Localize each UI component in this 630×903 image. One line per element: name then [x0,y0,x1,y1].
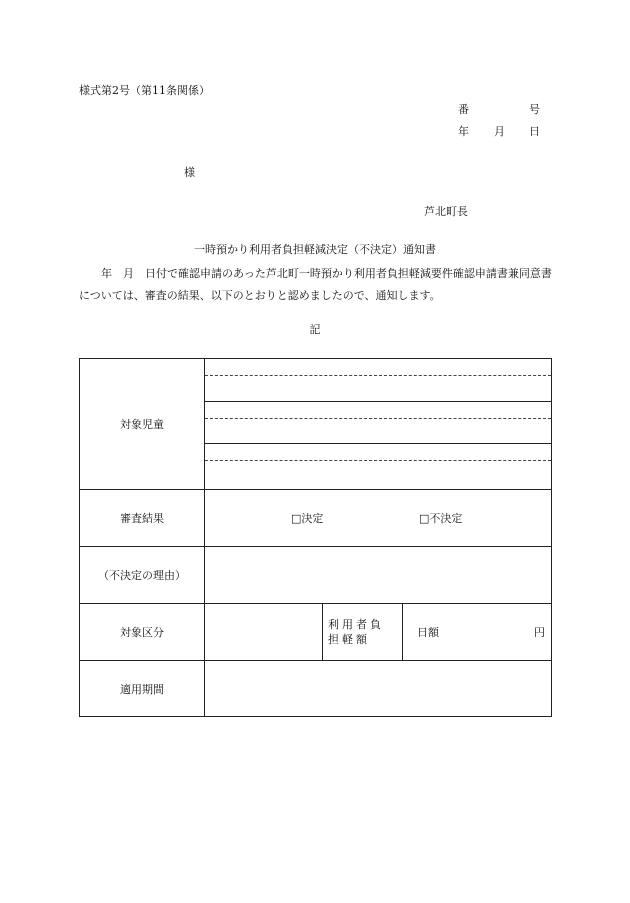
ki-heading: 記 [309,323,321,336]
row-period [80,660,551,716]
child-entry-3[interactable] [205,443,551,485]
category-value[interactable] [205,604,323,660]
period-value[interactable] [205,661,551,716]
reason-value[interactable] [205,547,551,603]
review-result-value [205,490,551,546]
furigana-divider [205,460,551,461]
child-entry-1[interactable] [205,359,551,401]
category-label: 対象区分 [80,604,205,660]
daily-amount-cell[interactable] [403,604,551,660]
issuer-mayor: 芦北町長 [424,205,468,218]
furigana-divider [205,418,551,419]
target-child-values [205,359,551,489]
not-decided-label: 不決定 [429,512,463,525]
number-label-go: 号 [529,103,540,116]
body-date-prefix: 年 月 日付で [101,267,178,280]
row-category [80,603,551,660]
decided-label: 決定 [301,512,324,525]
date-day-label: 日 [529,125,540,138]
addressee-sama: 様 [184,166,195,179]
decided-option[interactable] [291,510,323,526]
row-review-result [80,489,551,546]
number-label-ban: 番 [458,103,469,116]
notice-table [79,358,552,717]
row-reason [80,546,551,603]
body-text: 確認申請のあった芦北町一時預かり利用者負担軽減要件確認申請書兼同意書については、審査の結果、以下のとおりと認めましたので、通知します。 [79,267,552,302]
daily-amount-label: 日額 [417,626,439,639]
period-label: 適用期間 [80,661,205,716]
child-entry-2[interactable] [205,401,551,443]
document-title: 一時預かり利用者負担軽減決定（不決定）通知書 [194,243,436,256]
target-child-label: 対象児童 [80,359,205,489]
date-month-label: 月 [494,125,505,138]
date-year-label: 年 [458,125,469,138]
checkbox-icon: □ [291,512,302,525]
review-result-label: 審査結果 [80,490,205,546]
yen-label: 円 [534,626,545,639]
checkbox-icon: □ [419,512,430,525]
burden-label: 利用者負担軽額 [323,604,403,660]
category-values [205,604,551,660]
not-decided-option[interactable] [419,510,462,526]
furigana-divider [205,375,551,376]
body-paragraph [79,263,554,307]
row-target-child [80,359,551,489]
form-number: 様式第2号（第11条関係） [79,84,210,97]
reason-label: （不決定の理由） [80,547,205,603]
